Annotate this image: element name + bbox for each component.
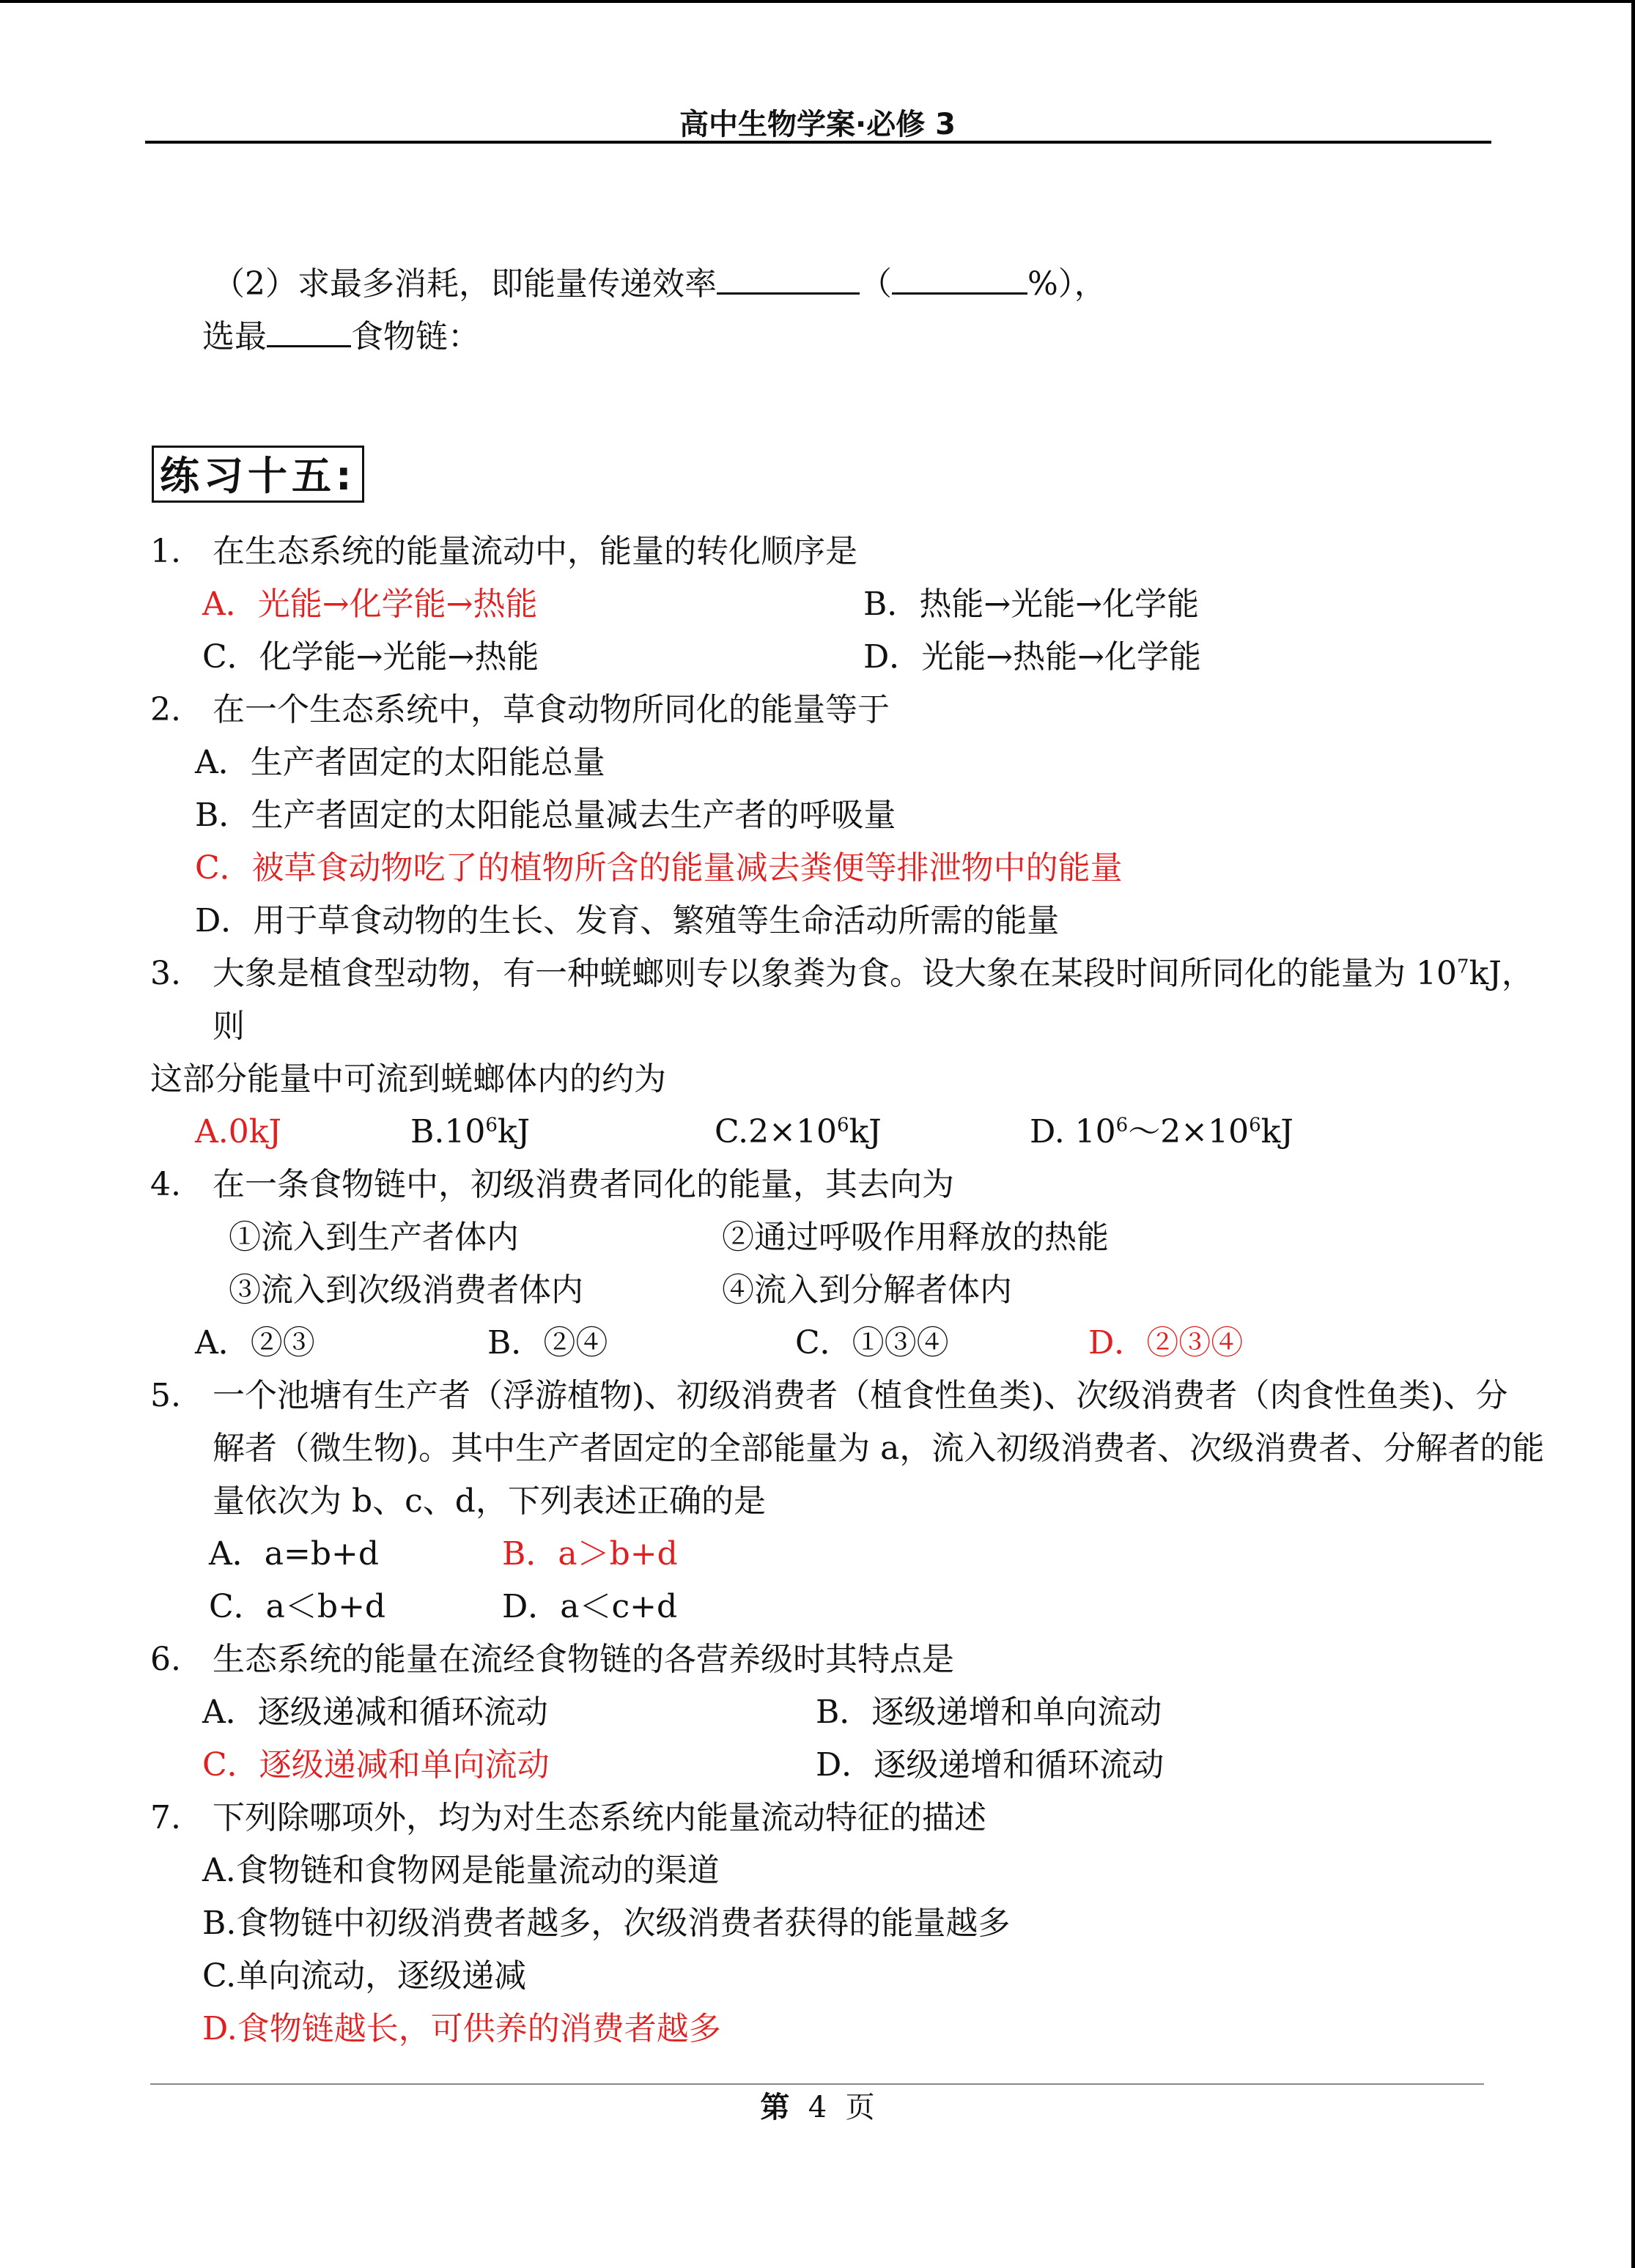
option-b: $B.10^6kJ$	[410, 1113, 531, 1150]
question-stem: 在生态系统的能量流动中，能量的转化顺序是	[213, 533, 857, 570]
page-frame-top	[0, 0, 1635, 3]
option-c: C．化学能→光能→热能	[202, 638, 539, 676]
page-frame-right	[1631, 0, 1635, 2268]
option-d: D．用于草食动物的生长、发育、繁殖等生命活动所需的能量	[195, 902, 1060, 939]
option-d: D. $10^6\sim 2\times 10^6kJ$	[1030, 1113, 1293, 1150]
question-stem-cont: 这部分能量中可流到蜣螂体内的约为	[150, 1060, 666, 1098]
option-c: C．a＜b+d	[209, 1588, 386, 1625]
question-number: 4.	[150, 1166, 181, 1203]
question-stem: 一个池塘有生产者（浮游植物)、初级消费者（植食性鱼类)、次级消费者（肉食性鱼类)、分	[213, 1377, 1508, 1414]
option-a-correct: A.0kJ	[195, 1113, 282, 1150]
option-d: D．光能→热能→化学能	[863, 638, 1202, 676]
question-stem: 在一个生态系统中，草食动物所同化的能量等于	[213, 691, 890, 728]
option-b: B．生产者固定的太阳能总量减去生产者的呼吸量	[195, 797, 896, 834]
option-a: A．生产者固定的太阳能总量	[195, 744, 605, 781]
option-b: B.食物链中初级消费者越多，次级消费者获得的能量越多	[202, 1905, 1011, 1942]
question-number: 2.	[150, 691, 181, 728]
answer-blank	[892, 289, 1027, 295]
option-a-correct: A．光能→化学能→热能	[202, 586, 538, 623]
option-a: A．逐级递减和循环流动	[202, 1693, 548, 1731]
question-stem: 生态系统的能量在流经食物链的各营养级时其特点是	[213, 1641, 954, 1678]
option-c-correct: C．逐级递减和单向流动	[202, 1746, 550, 1784]
question-number: 3.	[150, 955, 181, 992]
footer-rule	[150, 2083, 1484, 2085]
page-header-title: 高中生物学案·必修 3	[679, 108, 956, 141]
option-a: A.食物链和食物网是能量流动的渠道	[202, 1852, 720, 1889]
question-number: 7.	[150, 1799, 181, 1836]
question-stem: 大象是植食型动物，有一种蜣螂则专以象粪为食。设大象在某段时间所同化的能量为 $10^7kJ$，	[213, 955, 1534, 992]
statement-item: ①流入到生产者体内	[229, 1219, 519, 1256]
option-d-correct: D.食物链越长，可供养的消费者越多	[202, 2010, 721, 2047]
section-title: 练习十五:	[152, 446, 364, 503]
question-stem-cont: 则	[213, 1008, 245, 1045]
intro-line-2: 选最 食物链：	[202, 318, 480, 355]
option-b: B．热能→光能→化学能	[863, 586, 1200, 623]
option-c-correct: C．被草食动物吃了的植物所含的能量减去粪便等排泄物中的能量	[195, 849, 1123, 887]
option-c: $C.2\times 10^6kJ$	[715, 1113, 882, 1150]
question-stem: 在一条食物链中，初级消费者同化的能量，其去向为	[213, 1166, 954, 1203]
statement-item: ②通过呼吸作用释放的热能	[722, 1219, 1109, 1256]
option-d-correct: D．②③④	[1088, 1324, 1244, 1362]
statement-item: ④流入到分解者体内	[722, 1271, 1012, 1309]
option-b: B．逐级递增和单向流动	[816, 1693, 1162, 1731]
option-b: B．②④	[487, 1324, 608, 1362]
option-a: A．②③	[195, 1324, 315, 1362]
question-number: 6.	[150, 1641, 181, 1678]
answer-blank	[267, 342, 351, 347]
page-number: 第 4 页	[760, 2090, 875, 2124]
statement-item: ③流入到次级消费者体内	[229, 1271, 583, 1309]
question-number: 5.	[150, 1377, 181, 1414]
option-c: C．①③④	[795, 1324, 949, 1362]
question-stem: 下列除哪项外，均为对生态系统内能量流动特征的描述	[213, 1799, 986, 1836]
option-d: D．a＜c+d	[502, 1588, 678, 1625]
question-number: 1.	[150, 533, 181, 570]
answer-blank	[717, 289, 860, 295]
option-a: A．a=b+d	[209, 1535, 380, 1573]
option-b-correct: B．a＞b+d	[502, 1535, 678, 1573]
header-rule	[145, 141, 1491, 144]
option-c: C.单向流动，逐级递减	[202, 1957, 527, 1995]
question-stem-cont: 量依次为 b、c、d，下列表述正确的是	[213, 1482, 766, 1520]
question-stem-cont: 解者（微生物)。其中生产者固定的全部能量为 a，流入初级消费者、次级消费者、分解者的能	[213, 1430, 1545, 1467]
option-d: D．逐级递增和循环流动	[816, 1746, 1165, 1784]
intro-line-1: （2）求最多消耗，即能量传递效率 （ %），	[213, 265, 1107, 303]
